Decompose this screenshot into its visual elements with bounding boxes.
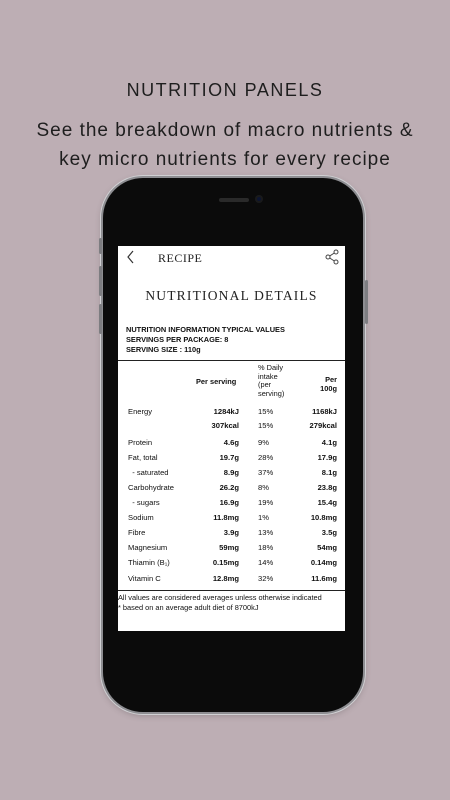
per-100g-value: 23.8g [317, 483, 337, 492]
nutrient-name: Sodium [128, 513, 154, 522]
promo-title: NUTRITION PANELS [126, 80, 324, 100]
per-100g-value: 0.14mg [310, 558, 337, 567]
table-row [118, 453, 345, 467]
nutrient-name: - saturated [128, 468, 169, 477]
table-row [118, 574, 345, 588]
col-header-per-serving: Per serving [196, 377, 237, 386]
per-serving-value: 19.7g [219, 453, 239, 462]
per-serving-value: 16.9g [219, 498, 239, 507]
daily-intake-value: 28% [258, 453, 274, 462]
daily-intake-value: 13% [258, 528, 274, 537]
info-line: SERVING SIZE : 110g [126, 345, 201, 354]
daily-intake-value: 19% [258, 498, 274, 507]
nutrient-name: Fat, total [128, 453, 158, 462]
table-row [118, 421, 345, 435]
per-100g-value: 4.1g [321, 438, 337, 447]
table-row [118, 558, 345, 572]
per-100g-value: 15.4g [317, 498, 337, 507]
phone-power-button [365, 280, 368, 324]
nutrient-name: Carbohydrate [128, 483, 175, 492]
nutrient-name: Protein [128, 438, 153, 447]
nutrient-name: Fibre [128, 528, 146, 537]
per-100g-value: 17.9g [317, 453, 337, 462]
per-serving-value: 11.8mg [213, 513, 239, 522]
table-row [118, 468, 345, 482]
per-100g-value: 54mg [317, 543, 337, 552]
table-row [118, 498, 345, 512]
per-100g-value: 279kcal [309, 421, 337, 430]
per-serving-value: 4.6g [223, 438, 239, 447]
promo-subtitle: See the breakdown of macro nutrients & key micro nutrients for every recipe [36, 120, 414, 170]
phone-speaker [219, 198, 249, 202]
daily-intake-value: 8% [258, 483, 269, 492]
per-100g-value: 8.1g [321, 468, 337, 477]
nutrient-name: - sugars [128, 498, 160, 507]
phone-camera [255, 195, 263, 203]
per-serving-value: 26.2g [219, 483, 239, 492]
table-row [118, 528, 345, 542]
divider [118, 360, 345, 361]
table-row [118, 438, 345, 452]
nutrition-info [126, 325, 341, 355]
daily-intake-value: 37% [258, 468, 274, 477]
nutrient-name: Magnesium [128, 543, 168, 552]
table-row [118, 407, 345, 421]
phone-silent-switch [99, 238, 102, 254]
footnote: All values are considered averages unless otherwise indicated * based on an average adult diet of 8700kJ [118, 593, 322, 612]
divider [118, 590, 345, 591]
nutrient-name: Thiamin (B₁) [128, 558, 170, 567]
daily-intake-value: 18% [258, 543, 274, 552]
table-row [118, 483, 345, 497]
info-line: SERVINGS PER PACKAGE: 8 [126, 335, 229, 344]
info-line: NUTRITION INFORMATION TYPICAL VALUES [126, 325, 285, 334]
section-title: NUTRITIONAL DETAILS [145, 288, 318, 303]
daily-intake-value: 14% [258, 558, 274, 567]
daily-intake-value: 9% [258, 438, 269, 447]
per-100g-value: 10.8mg [310, 513, 337, 522]
daily-intake-value: 1% [258, 513, 269, 522]
col-header-daily-intake: % Daily intake (per serving) [258, 363, 285, 398]
phone-volume-down [99, 304, 102, 334]
nutrition-panel [118, 318, 345, 631]
per-serving-value: 0.15mg [212, 558, 239, 567]
table-row [118, 513, 345, 527]
header-title: RECIPE [158, 251, 203, 265]
daily-intake-value: 15% [258, 407, 274, 416]
phone-screen [118, 246, 345, 631]
per-serving-value: 8.9g [223, 468, 239, 477]
per-serving-value: 3.9g [223, 528, 239, 537]
per-serving-value: 1284kJ [213, 407, 239, 416]
nutrient-name: Energy [128, 407, 153, 416]
back-chevron-icon[interactable] [125, 250, 137, 264]
per-100g-value: 1168kJ [312, 407, 337, 416]
per-100g-value: 11.6mg [311, 574, 337, 583]
per-serving-value: 307kcal [211, 421, 239, 430]
daily-intake-value: 15% [258, 421, 274, 430]
table-row [118, 543, 345, 557]
share-icon[interactable] [325, 249, 339, 265]
daily-intake-value: 32% [258, 574, 274, 583]
per-100g-value: 3.5g [321, 528, 337, 537]
phone-volume-up [99, 266, 102, 296]
app-header [118, 246, 345, 268]
per-serving-value: 12.8mg [212, 574, 239, 583]
per-serving-value: 59mg [219, 543, 239, 552]
nutrient-name: Vitamin C [128, 574, 161, 583]
col-header-per-100g: Per 100g [320, 375, 337, 393]
